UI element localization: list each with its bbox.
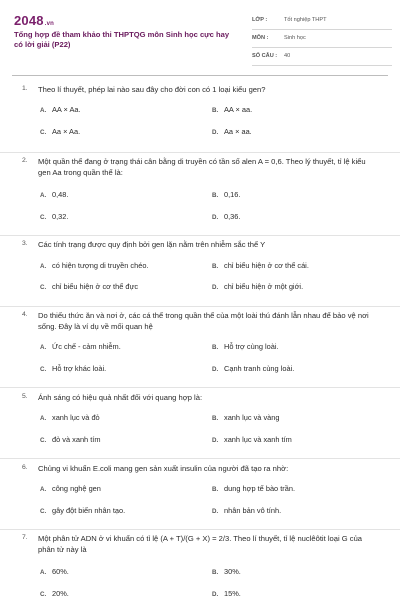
option-letter: B. <box>212 486 219 493</box>
option-letter: A. <box>40 415 47 422</box>
option-d[interactable] <box>212 506 281 515</box>
option-a[interactable] <box>40 413 100 422</box>
question-number: 6. <box>22 464 28 471</box>
option-letter: D. <box>212 129 219 136</box>
option-text: 0,48. <box>52 190 69 199</box>
logo-suffix: .vn <box>44 21 55 27</box>
option-text: công nghệ gen <box>52 484 101 493</box>
option-b[interactable] <box>212 190 240 199</box>
option-text: Hỗ trợ cùng loài. <box>224 342 279 351</box>
option-letter: C. <box>40 214 47 221</box>
option-letter: D. <box>212 284 219 291</box>
option-text: chỉ biểu hiện ở cơ thể đực <box>52 282 139 291</box>
option-letter: B. <box>212 107 219 114</box>
option-text: có hiện tượng di truyền chéo. <box>52 261 149 270</box>
question-text: Một quần thể đang ở trạng thái cân bằng di truyền có tần số alen A = 0,6. Theo lý thuyết, tỉ lệ kiểu gen Aa trong quần thể là: <box>38 157 366 177</box>
document-title: Tổng hợp đề tham khảo thi THPTQG môn Sinh học cực hay có lời giải (P22) <box>14 30 230 49</box>
meta-key: LỚP : <box>252 17 268 23</box>
question-number: 1. <box>22 85 28 92</box>
option-b[interactable] <box>212 567 241 576</box>
option-d[interactable] <box>212 127 252 136</box>
option-letter: C. <box>40 508 47 515</box>
option-d[interactable] <box>212 589 241 598</box>
option-text: AA × Aa. <box>52 105 81 114</box>
option-letter: A. <box>40 192 47 199</box>
option-a[interactable] <box>40 261 149 270</box>
option-text: 30%. <box>224 567 241 576</box>
option-text: 0,16. <box>224 190 241 199</box>
option-b[interactable] <box>212 342 279 351</box>
meta-value: Tốt nghiệp THPT <box>284 17 327 23</box>
question-6 <box>0 458 400 529</box>
option-a[interactable] <box>40 105 81 114</box>
option-text: nhân bản vô tính. <box>224 506 282 515</box>
question-list <box>0 80 400 614</box>
option-b[interactable] <box>212 484 295 493</box>
meta-key: SỐ CÂU : <box>252 53 278 59</box>
question-text: Một phân tử ADN ở vi khuẩn có tỉ lệ (A + T)/(G + X) = 2/3. Theo lí thuyết, tỉ lệ nuclêôtit loại G của phân tử này là <box>38 534 363 554</box>
option-text: xanh lục và xanh tím <box>224 435 292 444</box>
option-c[interactable] <box>40 127 80 136</box>
option-c[interactable] <box>40 282 138 291</box>
option-text: gây đột biến nhân tạo. <box>52 506 126 515</box>
option-a[interactable] <box>40 484 101 493</box>
option-text: 60%. <box>52 567 69 576</box>
option-letter: D. <box>212 437 219 444</box>
option-letter: B. <box>212 569 219 576</box>
meta-value: Sinh học <box>284 35 306 41</box>
option-text: 15%. <box>224 589 241 598</box>
option-text: Cạnh tranh cùng loài. <box>224 364 295 373</box>
option-text: chỉ biểu hiện ở cơ thể cái. <box>224 261 309 270</box>
meta-row-subject <box>252 32 392 48</box>
option-text: AA × aa. <box>224 105 253 114</box>
option-d[interactable] <box>212 364 294 373</box>
question-1 <box>0 80 400 152</box>
question-text: Ánh sáng có hiệu quả nhất đối với quang hợp là: <box>38 393 203 402</box>
question-number: 3. <box>22 240 28 247</box>
option-c[interactable] <box>40 506 125 515</box>
option-letter: C. <box>40 437 47 444</box>
option-a[interactable] <box>40 190 68 199</box>
option-text: dung hợp tế bào trần. <box>224 484 296 493</box>
question-number: 4. <box>22 311 28 318</box>
option-letter: C. <box>40 129 47 136</box>
option-b[interactable] <box>212 105 252 114</box>
option-b[interactable] <box>212 261 309 270</box>
option-c[interactable] <box>40 589 69 598</box>
question-4 <box>0 306 400 387</box>
question-number: 5. <box>22 393 28 400</box>
site-logo[interactable] <box>14 13 54 28</box>
option-text: đỏ và xanh tím <box>52 435 101 444</box>
option-a[interactable] <box>40 342 121 351</box>
meta-value: 40 <box>284 53 291 59</box>
option-text: chỉ biểu hiện ở một giới. <box>224 282 304 291</box>
option-c[interactable] <box>40 212 68 221</box>
option-text: 0,36. <box>224 212 241 221</box>
option-letter: C. <box>40 591 47 598</box>
option-letter: C. <box>40 366 47 373</box>
option-letter: D. <box>212 366 219 373</box>
option-text: Hỗ trợ khác loài. <box>52 364 107 373</box>
option-b[interactable] <box>212 413 279 422</box>
option-text: 20%. <box>52 589 69 598</box>
question-7 <box>0 529 400 614</box>
option-c[interactable] <box>40 435 100 444</box>
option-letter: C. <box>40 284 47 291</box>
option-letter: D. <box>212 214 219 221</box>
option-text: xanh lục và đỏ <box>52 413 100 422</box>
option-letter: D. <box>212 508 219 515</box>
document-meta <box>252 14 392 68</box>
option-a[interactable] <box>40 567 69 576</box>
question-5 <box>0 387 400 458</box>
question-3 <box>0 235 400 306</box>
question-text: Các tính trạng được quy định bởi gen lặn nằm trên nhiễm sắc thể Y <box>38 240 266 249</box>
option-text: xanh lục và vàng <box>224 413 280 422</box>
meta-key: MÔN : <box>252 35 269 41</box>
option-text: Aa × Aa. <box>52 127 81 136</box>
option-letter: B. <box>212 263 219 270</box>
option-letter: A. <box>40 486 47 493</box>
option-d[interactable] <box>212 435 292 444</box>
question-number: 7. <box>22 534 28 541</box>
option-letter: D. <box>212 591 219 598</box>
option-c[interactable] <box>40 364 106 373</box>
option-d[interactable] <box>212 212 240 221</box>
option-letter: B. <box>212 192 219 199</box>
meta-row-class <box>252 14 392 30</box>
option-text: Aa × aa. <box>224 127 252 136</box>
option-letter: A. <box>40 107 47 114</box>
option-letter: B. <box>212 415 219 422</box>
header-divider <box>12 75 388 76</box>
question-text: Theo lí thuyết, phép lai nào sau đây cho đời con có 1 loại kiểu gen? <box>38 85 266 94</box>
option-text: Ức chế - cảm nhiễm. <box>52 342 121 351</box>
meta-row-question-count <box>252 50 392 66</box>
option-letter: A. <box>40 344 47 351</box>
option-letter: B. <box>212 344 219 351</box>
option-d[interactable] <box>212 282 303 291</box>
option-letter: A. <box>40 569 47 576</box>
question-2 <box>0 152 400 235</box>
logo-text: 2048 <box>14 13 44 28</box>
option-letter: A. <box>40 263 47 270</box>
question-text: Do thiếu thức ăn và nơi ở, các cá thể trong quần thể của một loài thú đánh lẫn nhau để bảo vệ nơi sống. Đây là ví dụ về mối quan hệ <box>38 311 369 331</box>
question-text: Chủng vi khuẩn E.coli mang gen sản xuất insulin của người đã tạo ra nhờ: <box>38 464 289 473</box>
question-number: 2. <box>22 157 28 164</box>
option-text: 0,32. <box>52 212 69 221</box>
document-header <box>0 0 400 70</box>
